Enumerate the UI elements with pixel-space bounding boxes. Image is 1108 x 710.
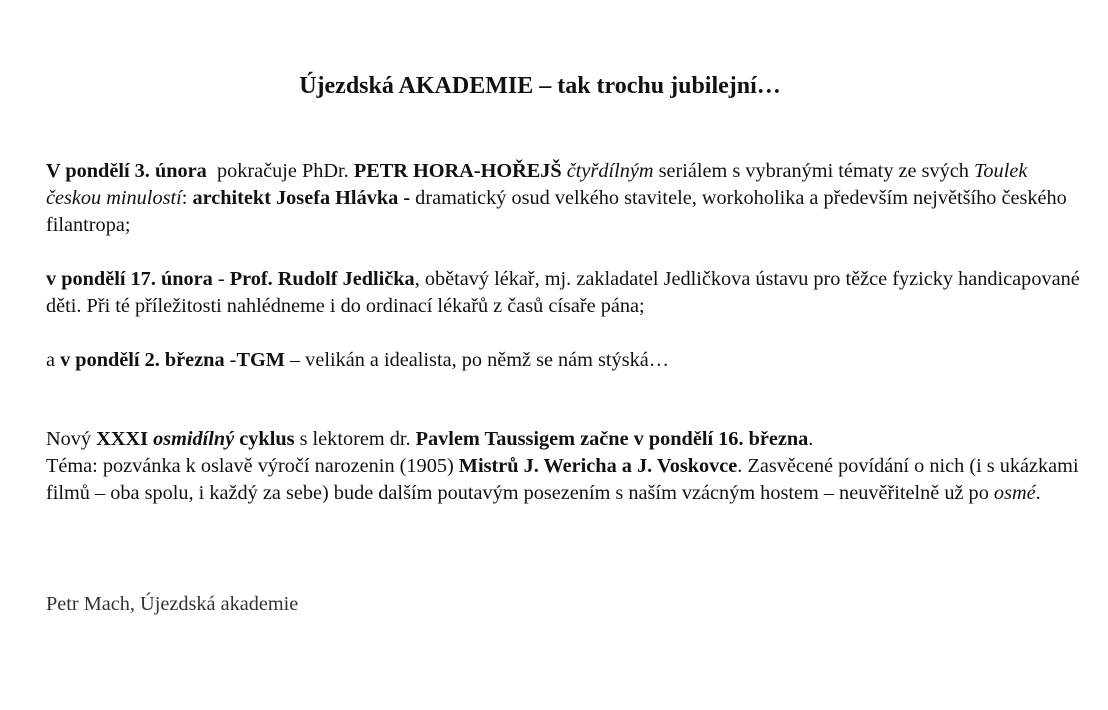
lector-taussig: Pavlem Taussigem začne v pondělí 16. března [415,428,809,450]
cycle-number: XXXI [96,428,148,450]
cycle-parts: osmidílný [153,428,235,450]
topic-tgm: TGM [236,349,285,371]
subject-werich-voskovec: Mistrů J. Wericha a J. Voskovce [458,455,738,477]
date-feb-17: v pondělí 17. února [46,268,213,290]
date-feb-3: V pondělí 3. února [46,160,207,182]
topic-jedlicka: Prof. Rudolf Jedlička [229,268,415,290]
paragraph-jedlicka: v pondělí 17. února - Prof. Rudolf Jedlička, obětavý lékař, mj. zakladatel Jedličkova ústavu pro těžce fyzicky handicapované děti. Při té příležitosti nahlédneme i do ordinací lékařů z časů císaře pána; [46,268,1080,317]
signature: Petr Mach, Újezdská akademie [46,593,299,615]
lector-name: PETR HORA-HOŘEJŠ [353,160,562,182]
times-count: osmé [993,482,1036,504]
paragraph-new-cycle: Nový XXXI osmidílný cyklus s lektorem dr. Pavlem Taussigem začne v pondělí 16. března. Téma: pozvánka k oslavě výročí narozenin (1905) Mistrů J. Wericha a J. Voskovce. Zasvěcené povídání o nich (i s ukázkami filmů – oba spolu, i každý za sebe) bude dalším poutavým posezením s naším vzácným hostem – neuvěřitelně už po osmé. [46,428,1079,504]
paragraph-hlavka: V pondělí 3. února pokračuje PhDr. PETR HORA-HOŘEJŠ čtyřdílným seriálem s vybranými tématy ze svých Toulek českou minulostí: architekt Josefa Hlávka - dramatický osud velkého stavitele, workoholika a především největšího českého filantropa; [46,160,1067,236]
topic-hlavka: architekt Josefa Hlávka - [192,187,411,209]
parts-count: čtyřdílným [566,160,654,182]
series-name: Toulek českou minulostí [46,160,1028,209]
date-mar-2: v pondělí 2. března [60,349,225,371]
cycle-word: cyklus [239,428,295,450]
paragraph-tgm: a v pondělí 2. března -TGM – velikán a idealista, po němž se nám stýská… [46,349,670,371]
document-title: Újezdská AKADEMIE – tak trochu jubilejní… [299,73,781,99]
